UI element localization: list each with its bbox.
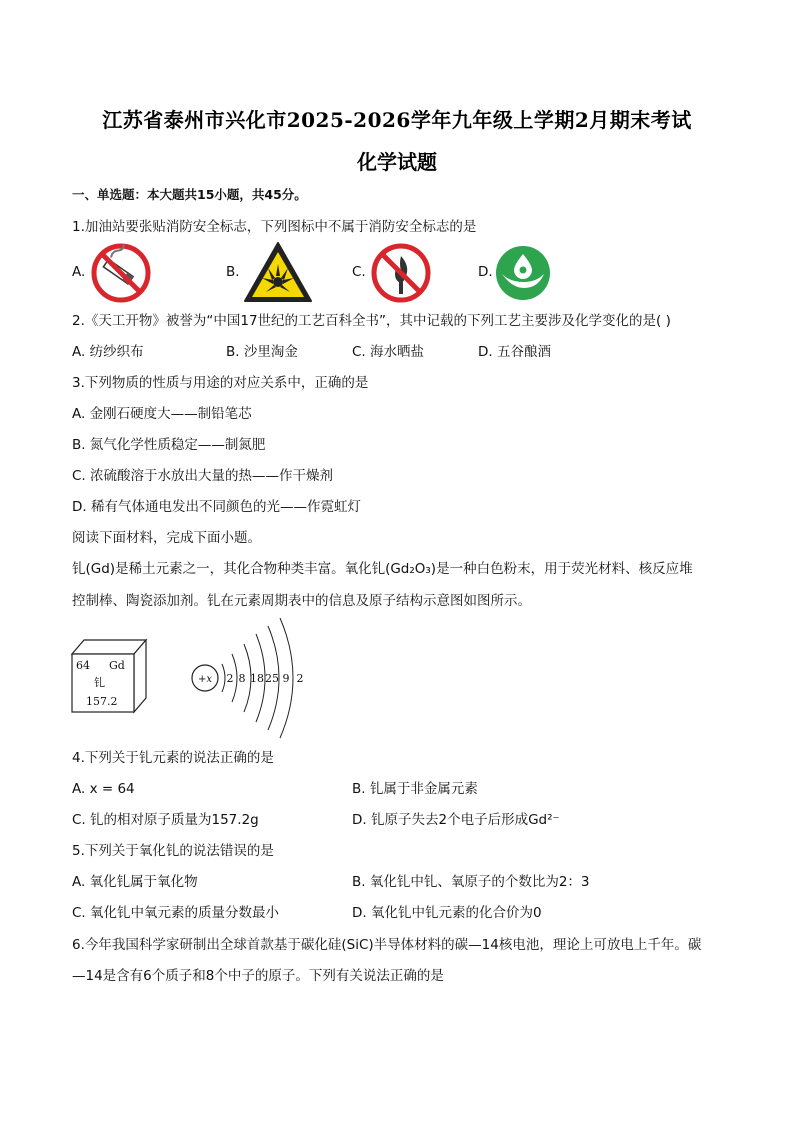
q1-label-b: B. xyxy=(226,264,240,280)
q3-option-c: C. 浓硫酸溶于水放出大量的热——作干燥剂 xyxy=(72,468,334,484)
material-text-line2: 控制棒、陶瓷添加剂。钆在元素周期表中的信息及原子结构示意图如图所示。 xyxy=(72,593,531,609)
q4-option-a: A. x = 64 xyxy=(72,781,135,797)
element-card-figure xyxy=(70,638,150,714)
q3-option-d: D. 稀有气体通电发出不同颜色的光——作霓虹灯 xyxy=(72,499,361,515)
q6-stem-line1: 6.今年我国科学家研制出全球首款基于碳化硅(SiC)半导体材料的碳—14核电池，理论上可放电上千年。碳 xyxy=(72,937,702,953)
nucleus-charge: +x xyxy=(197,674,213,685)
element-name: 钆 xyxy=(94,676,105,689)
q2-stem: 2.《天工开物》被誉为“中国17世纪的工艺百科全书”，其中记载的下列工艺主要涉及化学变化的是( ) xyxy=(72,313,671,329)
no-open-flame-icon xyxy=(370,242,432,304)
q2-option-d: D. 五谷酿酒 xyxy=(478,344,551,360)
shell-6-electrons: 2 xyxy=(296,672,304,685)
element-symbol: Gd xyxy=(109,659,125,672)
q2-option-b: B. 沙里淘金 xyxy=(226,344,298,360)
q4-option-d: D. 钆原子失去2个电子后形成Gd²⁻ xyxy=(352,812,560,828)
q5-option-a: A. 氧化钆属于氧化物 xyxy=(72,874,198,890)
exam-subtitle: 化学试题 xyxy=(357,150,437,174)
exam-title: 江苏省泰州市兴化市2025-2026学年九年级上学期2月期末考试 xyxy=(102,108,692,132)
q5-option-d: D. 氧化钆中钆元素的化合价为0 xyxy=(352,905,542,921)
q6-stem-line2: —14是含有6个质子和8个中子的原子。下列有关说法正确的是 xyxy=(72,968,444,984)
q3-option-a: A. 金刚石硬度大——制铅笔芯 xyxy=(72,406,252,422)
water-saving-icon xyxy=(494,244,552,302)
q4-stem: 4.下列关于钆元素的说法正确的是 xyxy=(72,750,274,766)
element-atomic-mass: 157.2 xyxy=(86,695,118,708)
shell-5-electrons: 9 xyxy=(282,672,290,685)
q1-label-c: C. xyxy=(352,264,366,280)
q1-stem: 1.加油站要张贴消防安全标志，下列图标中不属于消防安全标志的是 xyxy=(72,219,477,235)
material-text-line1: 钆(Gd)是稀土元素之一，其化合物种类丰富。氧化钆(Gd₂O₃)是一种白色粉末，用于荧光材料、核反应堆 xyxy=(72,561,693,577)
atom-structure-diagram xyxy=(186,616,316,740)
q5-option-c: C. 氧化钆中氧元素的质量分数最小 xyxy=(72,905,280,921)
q4-option-b: B. 钆属于非金属元素 xyxy=(352,781,478,797)
section-heading: 一、单选题：本大题共15小题，共45分。 xyxy=(72,187,307,202)
q3-stem: 3.下列物质的性质与用途的对应关系中，正确的是 xyxy=(72,375,369,391)
q4-option-c: C. 钆的相对原子质量为157.2g xyxy=(72,812,259,828)
shell-2-electrons: 8 xyxy=(238,672,246,685)
material-intro: 阅读下面材料，完成下面小题。 xyxy=(72,530,261,546)
q5-stem: 5.下列关于氧化钆的说法错误的是 xyxy=(72,843,274,859)
shell-1-electrons: 2 xyxy=(226,672,234,685)
q5-option-b: B. 氧化钆中钆、氧原子的个数比为2：3 xyxy=(352,874,590,890)
q1-label-d: D. xyxy=(478,264,493,280)
element-atomic-number: 64 xyxy=(76,659,90,672)
explosive-warning-icon xyxy=(242,240,314,304)
shell-4-electrons: 25 xyxy=(265,672,279,685)
q2-option-a: A. 纺纱织布 xyxy=(72,344,144,360)
shell-3-electrons: 18 xyxy=(250,672,264,685)
no-smoking-icon xyxy=(90,242,152,304)
q1-label-a: A. xyxy=(72,264,86,280)
q2-option-c: C. 海水晒盐 xyxy=(352,344,425,360)
q3-option-b: B. 氮气化学性质稳定——制氮肥 xyxy=(72,437,266,453)
